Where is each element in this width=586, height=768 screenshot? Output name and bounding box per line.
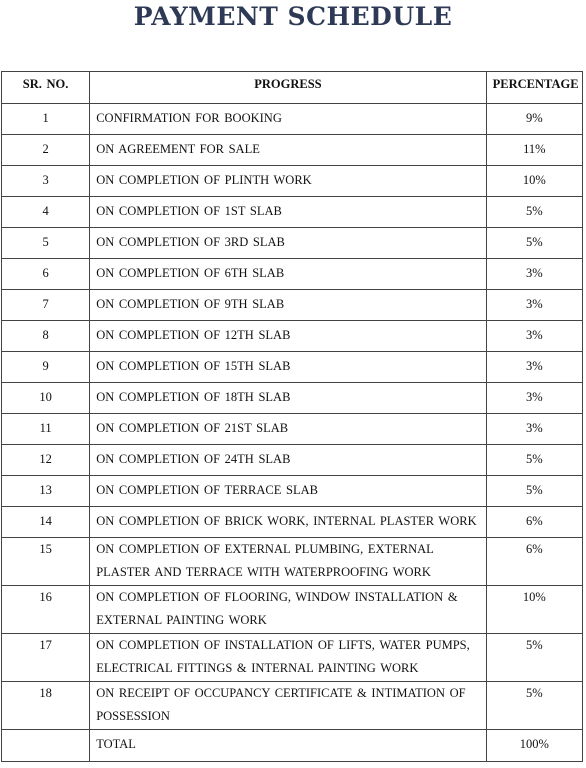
row-sr-no: 6 bbox=[2, 259, 90, 290]
row-percentage: 3% bbox=[486, 414, 582, 445]
row-progress: ON COMPLETION OF 15TH SLAB bbox=[90, 352, 486, 383]
row-progress: ON RECEIPT OF OCCUPANCY CERTIFICATE & INTIMATION OF POSSESSION bbox=[90, 682, 486, 730]
row-progress: ON COMPLETION OF 3RD SLAB bbox=[90, 228, 486, 259]
table-row bbox=[2, 135, 583, 166]
row-progress: ON COMPLETION OF FLOORING, WINDOW INSTALLATION & EXTERNAL PAINTING WORK bbox=[90, 586, 486, 634]
row-percentage: 5% bbox=[486, 197, 582, 228]
row-progress: ON COMPLETION OF BRICK WORK, INTERNAL PLASTER WORK bbox=[90, 507, 486, 538]
row-sr-no: 7 bbox=[2, 290, 90, 321]
table-row bbox=[2, 445, 583, 476]
row-progress: CONFIRMATION FOR BOOKING bbox=[90, 104, 486, 135]
header-progress: PROGRESS bbox=[90, 72, 486, 104]
table-row bbox=[2, 166, 583, 197]
row-sr-no: 8 bbox=[2, 321, 90, 352]
table-row bbox=[2, 586, 583, 634]
row-sr-no: 14 bbox=[2, 507, 90, 538]
row-progress: ON COMPLETION OF 6TH SLAB bbox=[90, 259, 486, 290]
row-percentage: 3% bbox=[486, 383, 582, 414]
row-sr-no: 3 bbox=[2, 166, 90, 197]
header-percentage: PERCENTAGE bbox=[486, 72, 582, 104]
row-progress: ON AGREEMENT FOR SALE bbox=[90, 135, 486, 166]
payment-schedule-table bbox=[1, 71, 583, 762]
table-row bbox=[2, 197, 583, 228]
row-progress: ON COMPLETION OF 1ST SLAB bbox=[90, 197, 486, 228]
row-percentage: 3% bbox=[486, 321, 582, 352]
table-row bbox=[2, 259, 583, 290]
table-row bbox=[2, 538, 583, 586]
table-row bbox=[2, 352, 583, 383]
table-row bbox=[2, 104, 583, 135]
row-sr-no: 10 bbox=[2, 383, 90, 414]
row-percentage: 5% bbox=[486, 228, 582, 259]
table-row bbox=[2, 290, 583, 321]
table-row bbox=[2, 228, 583, 259]
row-percentage: 6% bbox=[486, 538, 582, 586]
row-percentage: 3% bbox=[486, 259, 582, 290]
row-sr-no: 18 bbox=[2, 682, 90, 730]
total-label: TOTAL bbox=[90, 730, 486, 762]
page-title: PAYMENT SCHEDULE bbox=[133, 2, 453, 31]
table-row bbox=[2, 383, 583, 414]
table-row bbox=[2, 634, 583, 682]
row-progress: ON COMPLETION OF INSTALLATION OF LIFTS, WATER PUMPS, ELECTRICAL FITTINGS & INTERNAL PAINTING WORK bbox=[90, 634, 486, 682]
row-sr-no: 5 bbox=[2, 228, 90, 259]
row-progress: ON COMPLETION OF 21ST SLAB bbox=[90, 414, 486, 445]
row-progress: ON COMPLETION OF EXTERNAL PLUMBING, EXTERNAL PLASTER AND TERRACE WITH WATERPROOFING WORK bbox=[90, 538, 486, 586]
row-percentage: 5% bbox=[486, 476, 582, 507]
row-percentage: 5% bbox=[486, 682, 582, 730]
row-progress: ON COMPLETION OF PLINTH WORK bbox=[90, 166, 486, 197]
row-progress: ON COMPLETION OF 18TH SLAB bbox=[90, 383, 486, 414]
row-percentage: 9% bbox=[486, 104, 582, 135]
row-progress: ON COMPLETION OF TERRACE SLAB bbox=[90, 476, 486, 507]
row-sr-no: 13 bbox=[2, 476, 90, 507]
row-sr-no: 4 bbox=[2, 197, 90, 228]
row-sr-no: 16 bbox=[2, 586, 90, 634]
row-sr-no: 15 bbox=[2, 538, 90, 586]
header-sr-no: SR. NO. bbox=[2, 72, 90, 104]
table-row bbox=[2, 507, 583, 538]
row-progress: ON COMPLETION OF 9TH SLAB bbox=[90, 290, 486, 321]
row-percentage: 3% bbox=[486, 290, 582, 321]
table-total-row bbox=[2, 730, 583, 762]
table-header-row bbox=[2, 72, 583, 104]
total-percentage: 100% bbox=[486, 730, 582, 762]
row-percentage: 10% bbox=[486, 166, 582, 197]
row-sr-no: 9 bbox=[2, 352, 90, 383]
row-percentage: 5% bbox=[486, 634, 582, 682]
table-row bbox=[2, 414, 583, 445]
row-progress: ON COMPLETION OF 12TH SLAB bbox=[90, 321, 486, 352]
row-sr-no: 1 bbox=[2, 104, 90, 135]
total-sr-no bbox=[2, 730, 90, 762]
row-sr-no: 2 bbox=[2, 135, 90, 166]
row-percentage: 5% bbox=[486, 445, 582, 476]
row-percentage: 3% bbox=[486, 352, 582, 383]
row-sr-no: 12 bbox=[2, 445, 90, 476]
row-percentage: 6% bbox=[486, 507, 582, 538]
row-sr-no: 17 bbox=[2, 634, 90, 682]
table-row bbox=[2, 476, 583, 507]
row-progress: ON COMPLETION OF 24TH SLAB bbox=[90, 445, 486, 476]
row-percentage: 11% bbox=[486, 135, 582, 166]
table-row bbox=[2, 321, 583, 352]
row-sr-no: 11 bbox=[2, 414, 90, 445]
row-percentage: 10% bbox=[486, 586, 582, 634]
table-row bbox=[2, 682, 583, 730]
